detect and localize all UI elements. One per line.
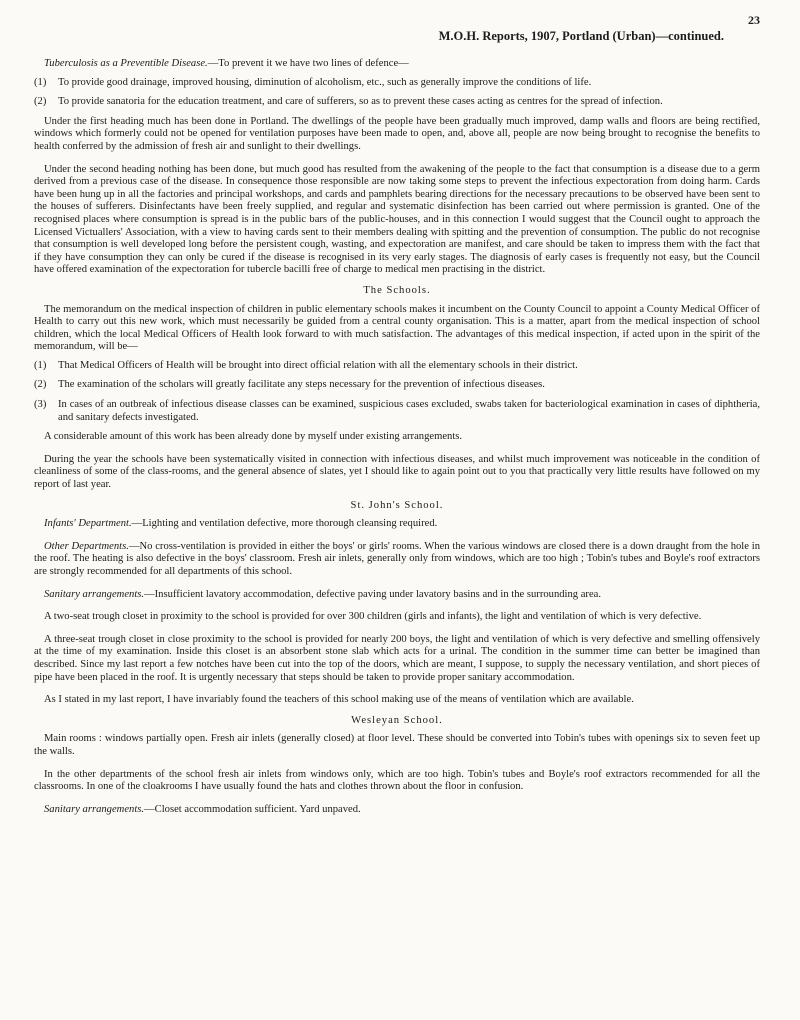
st-johns-other-text: —No cross-ventilation is provided in either the boys' or girls' rooms. When the various windows are closed there is a down draught from the hole in the roof. The heating is also defective in the boys' classroom. Fresh air inlets, generally only from windows, which are too high ; Tobin's tubes and Boyle's roof extractors are strongly recommended for all departments of this school. — [34, 540, 760, 577]
schools-item-2-text: The examination of the scholars will greatly facilitate any steps necessary for the prevention of infectious diseases. — [58, 379, 545, 391]
tb-item-2-text: To provide sanatoria for the education treatment, and care of sufferers, so as to prevent these cases acting as centres for the spread of infection. — [58, 96, 663, 108]
wesleyan-paragraph-1: Main rooms : windows partially open. Fresh air inlets (generally closed) at floor level. These should be converted into Tobin's tubes with openings six to seven feet up the walls. — [34, 733, 760, 757]
st-johns-infants — [34, 518, 760, 531]
schools-paragraph-3: During the year the schools have been systematically visited in connection with infectious diseases, and whilst much improvement was noticeable in the condition of cleanliness of some of the class-rooms, and the general absence of slates, yet I should like to again point out to you that practically very little results have followed on my report of last year. — [34, 453, 760, 491]
running-header: M.O.H. Reports, 1907, Portland (Urban)—continued. — [438, 29, 724, 43]
st-johns-heading: St. John's School. — [350, 499, 444, 511]
wesleyan-sanitary-label: Sanitary arrangements. — [44, 803, 145, 815]
st-johns-paragraph-2: A three-seat trough closet in close proximity to the school is provided for nearly 200 boys, the light and ventilation of which is very defective and smelling offensively at the time of my examination. Inside this closet is an absorbent stone slab which acts for a urinal. The condition in the summer time can better be imagined than described. Since my last report a few notches have been cut into the top of the doors, which are meant, I suppose, to supply the necessary ventilation, and short pieces of pipe have been placed in the roof. It is urgently necessary that steps should be taken to provide proper sanitary accommodation. — [34, 633, 760, 683]
st-johns-infants-label: Infants' Department. — [44, 518, 132, 530]
schools-item-3-text: In cases of an outbreak of infectious disease classes can be examined, suspicious cases excluded, swabs taken for bacteriological examination in cases of diphtheria, and sanitary defects investigated. — [58, 399, 760, 423]
tb-item-1-number: (1) — [34, 76, 47, 88]
schools-paragraph-1: The memorandum on the medical inspection of children in public elementary schools makes it incumbent on the County Council to appoint a County Medical Officer of Health to carry out this new work, which must necessarily be guided from a central county organisation. This is a matter, apart from the medical inspection of school children, which the local Medical Officers of Health look forward to with much satisfaction. The advantages of this medical inspection, if acted upon in the spirit of the memorandum, will be— — [34, 303, 760, 353]
wesleyan-sanitary-text: —Closet accommodation sufficient. Yard unpaved. — [144, 803, 361, 815]
st-johns-sanitary-label: Sanitary arrangements. — [44, 588, 145, 600]
st-johns-paragraph-1: A two-seat trough closet in proximity to the school is provided for over 300 children (girls and infants), the light and ventilation of which is very defective. — [44, 611, 702, 623]
tb-intro — [34, 58, 760, 71]
st-johns-infants-text: —Lighting and ventilation defective, more thorough cleansing required. — [131, 518, 438, 530]
schools-item-2-number: (2) — [34, 379, 47, 391]
tb-item-2-number: (2) — [34, 96, 47, 108]
tb-intro-rest: —To prevent it we have two lines of defence— — [207, 58, 409, 69]
tb-paragraph-1: Under the first heading much has been done in Portland. The dwellings of the people have been gradually much improved, damp walls and floors are being rectified, windows which formerly could not be opened for ventilation purposes have been made to open, and, above all, people are now being brought to recognise the benefits to health conferred by the admission of fresh air and sunlight to their dwellings. — [34, 115, 760, 152]
schools-item-1-text: That Medical Officers of Health will be brought into direct official relation with all the elementary schools in their district. — [58, 359, 578, 371]
document-body — [34, 58, 760, 820]
schools-item-2 — [34, 379, 760, 392]
st-johns-other — [34, 541, 760, 579]
schools-item-1 — [34, 360, 760, 373]
tb-item-1 — [34, 77, 760, 90]
schools-item-3 — [34, 399, 760, 424]
schools-item-1-number: (1) — [34, 359, 47, 371]
st-johns-other-label: Other Departments. — [44, 540, 129, 552]
wesleyan-sanitary — [34, 804, 760, 817]
tb-item-2 — [34, 96, 760, 109]
wesleyan-heading: Wesleyan School. — [351, 714, 443, 726]
tb-intro-title: Tuberculosis as a Preventible Disease. — [44, 58, 208, 69]
wesleyan-paragraph-2: In the other departments of the school fresh air inlets from windows only, which are too high. Tobin's tubes and Boyle's roof extractors recommended for all the classrooms. In one of the cloakrooms I have usually found the hats and clothes thrown about the floor in confusion. — [34, 768, 760, 793]
schools-heading: The Schools. — [363, 284, 431, 296]
schools-paragraph-2: A considerable amount of this work has been already done by myself under existing arrangements. — [44, 431, 463, 443]
schools-item-3-number: (3) — [34, 399, 47, 411]
tb-item-1-text: To provide good drainage, improved housing, diminution of alcoholism, etc., such as generally improve the conditions of life. — [58, 76, 592, 88]
tb-paragraph-2: Under the second heading nothing has been done, but much good has resulted from the awakening of the people to the fact that consumption is a disease due to a germ derived from a previous case of the disease. In consequence those responsible are now taking some steps to prevent the infectious expectoration from doing harm. Cards have been hung up in all the factories and principal workshops, and cards and pamphlets bearing directions for the necessary precautions to be observed have been sent to the houses of sufferers. Disinfectants have been freely supplied, and regular and systematic disinfection has been carried out where permission is granted. One of the recognised places where consumption is spread is in the public bars of the public-houses, and in this connection I would suggest that the Council ought to approach the Licensed Victuallers' Association, with a view to having cards sent to their members dealing with spitting and the prevention of consumption. The public do not recognise that consumption is well developed long before the persistent cough, wasting, and expectoration are manifest, and care should be taken to impress them with the fact that if they have consumption they can only be cured if the disease is recognised in its very early stages. The diagnosis of early cases is frequently not easy, but the Council have offered examination of the expectoration for tubercle bacilli free of charge to medical men practising in the district. — [34, 163, 760, 276]
page-number: 23 — [748, 13, 760, 27]
st-johns-sanitary — [34, 589, 760, 602]
st-johns-sanitary-text: —Insufficient lavatory accommodation, defective paving under lavatory basins and in the surrounding area. — [144, 588, 602, 600]
st-johns-paragraph-3: As I stated in my last report, I have invariably found the teachers of this school making use of the means of ventilation which are available. — [44, 694, 634, 706]
